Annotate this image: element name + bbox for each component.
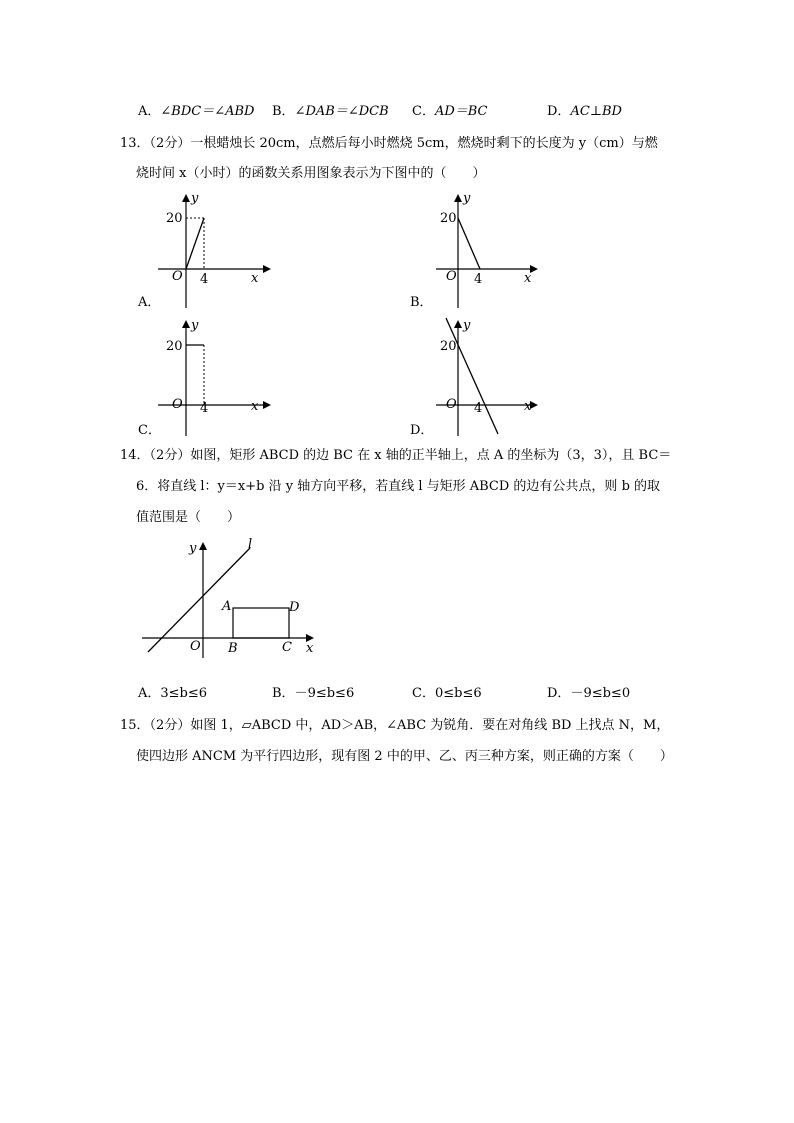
- q13-graph-c: [138, 316, 278, 436]
- q13-graph-b-svg: [410, 190, 550, 310]
- q13-graph-a-svg: [138, 190, 278, 310]
- q14-option-a-letter: A．: [138, 686, 161, 701]
- q15-stem-line2: 使四边形 ANCM 为平行四边形，现有图 2 中的甲、乙、丙三种方案，则正确的方案（ ）: [136, 749, 673, 764]
- q14-y-label: y: [189, 541, 197, 556]
- q14-point-d-label: D: [289, 600, 300, 615]
- q13-a-x-label: x: [251, 271, 259, 286]
- q13-b-y-label: y: [463, 191, 471, 206]
- q12-option-c-text: AD＝BC: [434, 104, 488, 119]
- q14-origin-label: O: [190, 639, 201, 654]
- q13-d-y-label: y: [463, 318, 471, 333]
- q14-option-c-letter: C．: [412, 686, 435, 701]
- q12-option-b-text: ∠DAB＝∠DCB: [294, 104, 389, 119]
- q12-option-a-text: ∠BDC＝∠ABD: [160, 104, 255, 119]
- q14-option-b: [272, 687, 354, 700]
- q14-line-l-label: l: [248, 537, 253, 552]
- q13-option-d-letter: D．: [410, 423, 434, 438]
- q12-option-b-letter: B．: [272, 104, 295, 119]
- q14-option-c: [412, 687, 482, 700]
- q12-option-b: [272, 105, 389, 118]
- q14-stem-line2: 6．将直线 l：y＝x+b 沿 y 轴方向平移，若直线 l 与矩形 ABCD 的边有公共点，则 b 的取: [136, 479, 661, 494]
- q12-option-d-letter: D．: [547, 104, 571, 119]
- q12-option-a-letter: A．: [138, 104, 161, 119]
- q14-option-d: [547, 687, 630, 700]
- q14-point-a-label: A: [222, 599, 232, 614]
- q13-c-x-label: x: [251, 399, 259, 414]
- q13-graph-a: [138, 190, 278, 310]
- q14-x-label: x: [306, 641, 314, 656]
- q14-option-d-text: －9≤b≤0: [570, 686, 631, 701]
- q13-c-y-tick: 20: [166, 339, 183, 354]
- q14-option-a-text: 3≤b≤6: [160, 686, 208, 701]
- q13-b-x-label: x: [524, 271, 532, 286]
- q13-a-y-tick: 20: [166, 211, 183, 226]
- q12-option-d-text: AC⊥BD: [570, 104, 622, 119]
- q13-a-x-tick: 4: [200, 272, 209, 287]
- q13-c-origin: O: [172, 397, 183, 412]
- q13-d-x-label: x: [524, 399, 532, 414]
- q14-stem-line3: 值范围是（ ）: [136, 510, 241, 525]
- q12-option-a: [138, 105, 254, 118]
- q14-figure: [138, 536, 328, 660]
- q12-option-d: [547, 105, 622, 118]
- q13-graph-b: [410, 190, 550, 310]
- q13-d-x-tick: 4: [474, 401, 483, 416]
- q13-a-y-label: y: [191, 191, 199, 206]
- q13-d-y-tick: 20: [440, 339, 457, 354]
- q13-graph-d-svg: [410, 316, 550, 436]
- q14-option-b-text: －9≤b≤6: [294, 686, 355, 701]
- q14-option-b-letter: B．: [272, 686, 295, 701]
- q13-graph-d: [410, 316, 550, 436]
- q13-c-x-tick: 4: [200, 401, 209, 416]
- q14-option-a: [138, 687, 207, 700]
- q13-b-x-tick: 4: [474, 272, 483, 287]
- q14-point-c-label: C: [282, 640, 292, 655]
- q15-stem-line1: 15．（2分）如图 1，▱ABCD 中，AD＞AB，∠ABC 为锐角．要在对角线 BD 上找点 N，M，: [120, 718, 670, 733]
- q13-c-y-label: y: [191, 318, 199, 333]
- q12-option-c-letter: C．: [412, 104, 435, 119]
- q14-option-c-text: 0≤b≤6: [434, 686, 482, 701]
- q14-stem-line1: 14．（2分）如图，矩形 ABCD 的边 BC 在 x 轴的正半轴上，点 A 的坐标为（3，3），且 BC＝: [120, 448, 672, 463]
- q13-stem-line2: 烧时间 x（小时）的函数关系用图象表示为下图中的（ ）: [136, 166, 486, 181]
- q13-graph-c-svg: [138, 316, 278, 436]
- q13-stem-line1: 13．（2分）一根蜡烛长 20cm，点燃后每小时燃烧 5cm，燃烧时剩下的长度为 y（cm）与燃: [120, 136, 658, 151]
- q13-option-b-letter: B．: [410, 295, 433, 310]
- q14-point-b-label: B: [228, 641, 238, 656]
- q14-option-d-letter: D．: [547, 686, 571, 701]
- q13-option-a-letter: A．: [138, 295, 161, 310]
- q12-option-c: [412, 105, 488, 118]
- q13-b-y-tick: 20: [440, 211, 457, 226]
- q13-a-origin: O: [172, 269, 183, 284]
- q13-option-c-letter: C．: [138, 423, 161, 438]
- q13-d-origin: O: [446, 397, 457, 412]
- q13-b-origin: O: [446, 269, 457, 284]
